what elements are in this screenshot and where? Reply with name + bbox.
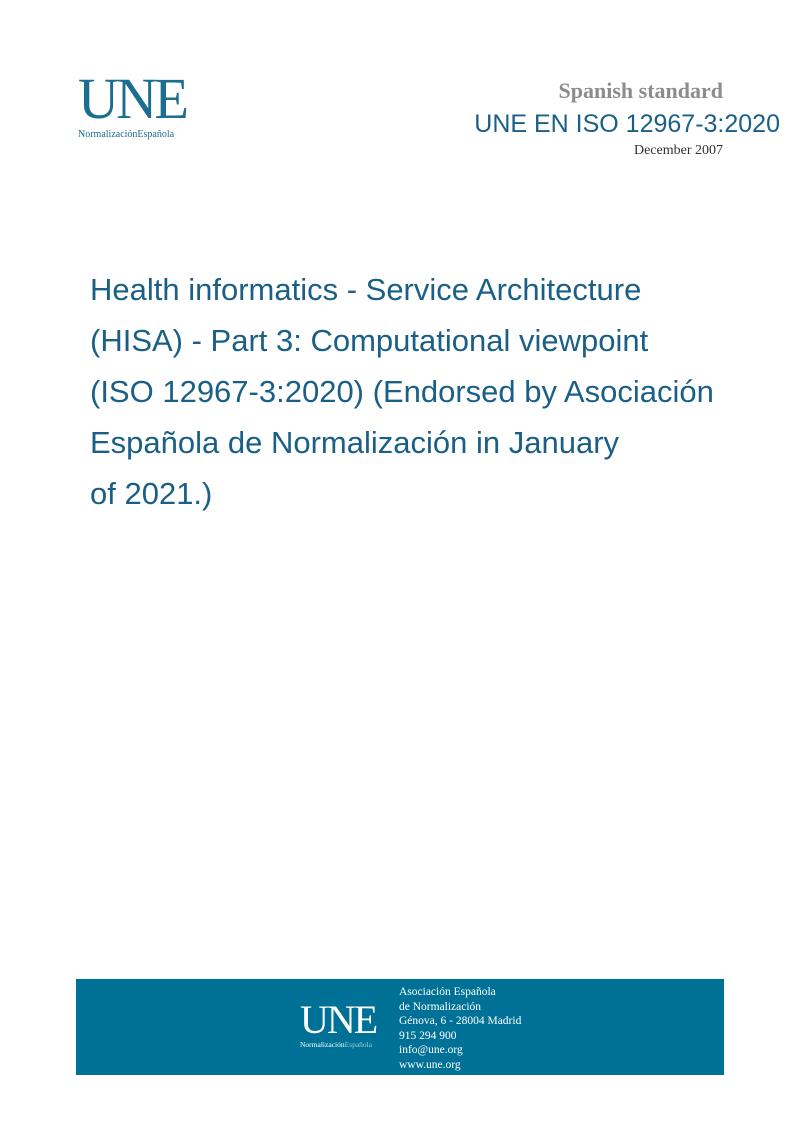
document-title — [90, 264, 780, 519]
publication-date: December 2007 — [633, 143, 723, 158]
une-logo — [78, 66, 198, 140]
title-line: (ISO 12967-3:2020) (Endorsed by Asociación — [90, 374, 714, 409]
org-email: info@une.org — [399, 1044, 463, 1057]
footer-logo — [300, 997, 400, 1049]
footer-contact — [399, 985, 521, 1073]
org-address: Génova, 6 - 28004 Madrid — [399, 1015, 522, 1028]
title-line: Health informatics - Service Architecture — [90, 272, 642, 307]
document-kind-block — [559, 78, 723, 104]
org-name-line2: de Normalización — [399, 1000, 482, 1013]
title-line: of 2021.) — [90, 476, 213, 511]
org-phone: 915 294 900 — [399, 1029, 457, 1042]
footer-band — [76, 979, 724, 1075]
org-website: www.une.org — [399, 1058, 461, 1071]
standard-code: UNE EN ISO 12967-3:2020 — [474, 110, 780, 138]
org-name-line1: Asociación Española — [399, 986, 496, 998]
title-line: Española de Normalización in January — [90, 425, 620, 460]
logo-mark: UNE — [78, 66, 186, 131]
title-line: (HISA) - Part 3: Computational viewpoint — [90, 323, 649, 358]
footer-logo-subtitle-light: Española — [344, 1040, 373, 1049]
footer-logo-subtitle — [300, 1040, 400, 1049]
document-kind: Spanish standard — [558, 78, 723, 103]
footer-logo-subtitle-strong: Normalización — [300, 1040, 345, 1049]
logo-subtitle-light: Española — [137, 129, 175, 140]
footer-logo-mark: UNE — [300, 997, 377, 1042]
logo-subtitle-strong: Normalización — [78, 129, 138, 140]
